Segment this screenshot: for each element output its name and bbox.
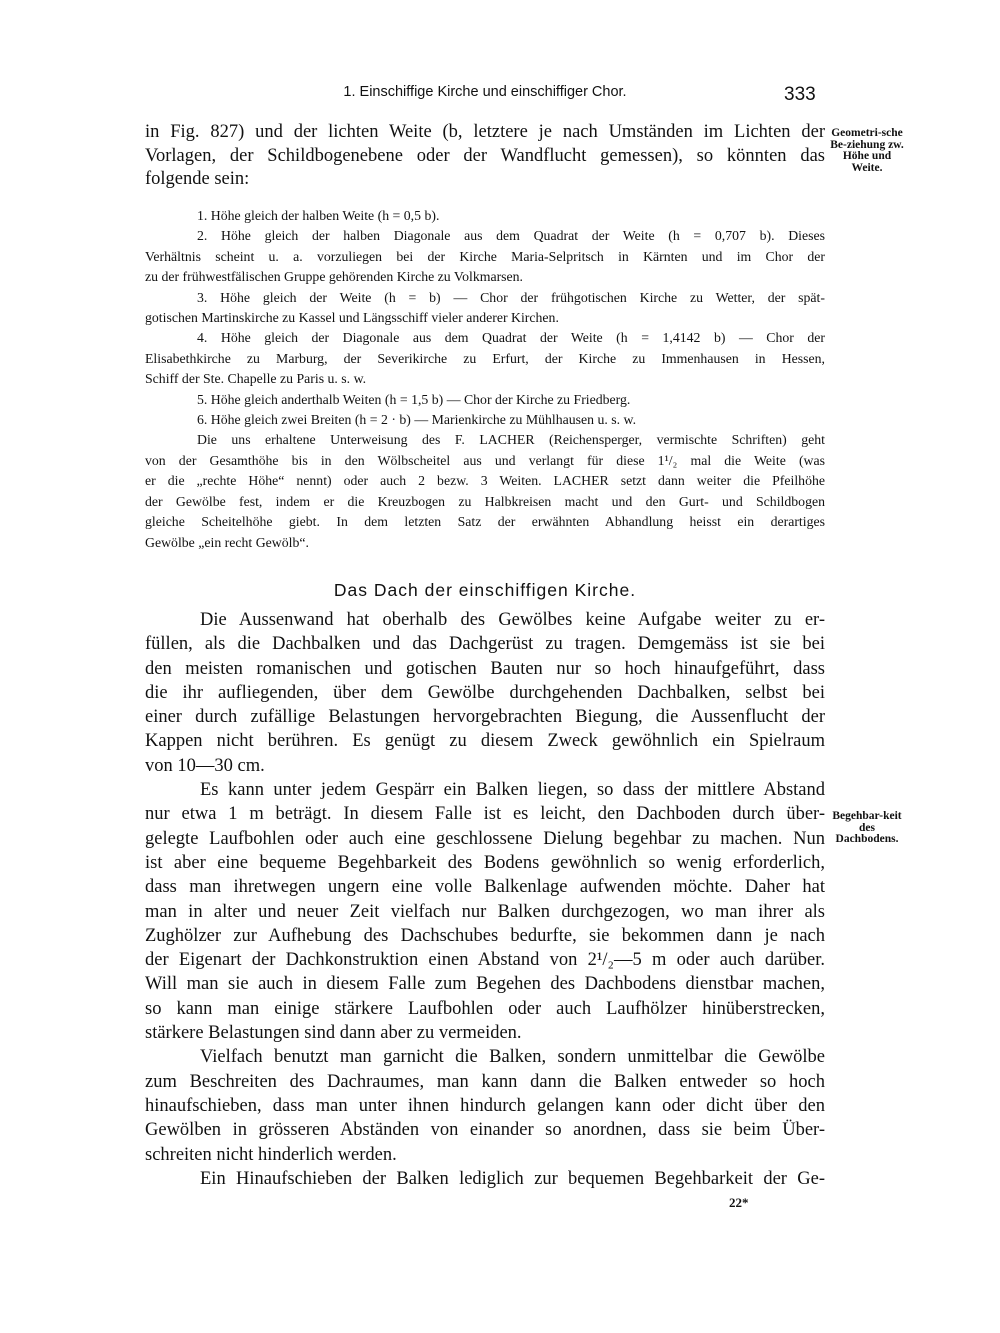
list-item: 1. Höhe gleich der halben Weite (h = 0,5 b). xyxy=(197,208,440,223)
ratio-list xyxy=(145,206,825,553)
running-head xyxy=(145,84,825,101)
text-line: füllen, als die Dachbalken und das Dachgerüst zu tragen. Demgemäss ist sie bei xyxy=(145,634,825,655)
text-line: hinaufschieben, dass man unter ihnen hindurch gelangen kann oder dicht über den xyxy=(145,1095,825,1116)
text-line: von 10—30 cm. xyxy=(145,755,265,776)
margin-note-geometry: Geometri-sche Be-ziehung zw. Höhe und Weite. xyxy=(830,127,904,174)
text-line: nur etwa 1 m beträgt. In diesem Falle ist es leicht, den Dachboden durch über- xyxy=(145,804,825,825)
text-line: Zughölzer zur Aufhebung des Dachschubes bedurfte, sie bekommen dann je nach xyxy=(145,925,825,946)
body-text xyxy=(145,608,825,1191)
text-line: schreiten nicht hinderlich werden. xyxy=(145,1144,397,1165)
text-line: Die Aussenwand hat oberhalb des Gewölbes keine Aufgabe weiter zu er- xyxy=(200,610,825,630)
text-line: Kappen nicht berühren. Es genügt zu diesem Zweck gewöhnlich ein Spielraum xyxy=(145,731,825,752)
list-item: 3. Höhe gleich der Weite (h = b) — Chor der frühgotischen Kirche zu Wetter, der spät- xyxy=(197,289,825,305)
section-heading: Das Dach der einschiffigen Kirche. xyxy=(333,580,637,600)
text-line: gotischen Martinskirche zu Kassel und Längsschiff vieler anderer Kirchen. xyxy=(145,310,559,326)
running-title: 1. Einschiffige Kirche und einschiffiger Chor. xyxy=(343,84,627,100)
text-line: der Eigenart der Dachkonstruktion einen Abstand von 2¹/₂—5 m oder auch darüber. xyxy=(145,950,825,971)
text-line: einer durch zufällige Belastungen hervorgebrachten Biegung, die Aussenflucht der xyxy=(145,707,825,728)
text-line: von der Gesamthöhe bis in den Wölbscheitel aus und verlangt für diese 1¹/₂ mal die Weite (was xyxy=(145,452,825,468)
text-line: man in alter und neuer Zeit vielfach nur Balken durchgezogen, wo man ihrer als xyxy=(145,901,825,922)
text-line: der Gewölbe fest, indem er die Kreuzbogen zu Halbkreisen macht und den Gurt- und Schildbogen xyxy=(145,493,825,509)
text-line: so kann man einige stärkere Laufbohlen oder auch Laufhölzer hinüberstrecken, xyxy=(145,998,825,1019)
text-line: Verhältnis scheint u. a. vorzuliegen bei der Kirche Maria-Selpritsch in Kärnten und im Chor der xyxy=(145,248,825,264)
text-line: gleiche Scheitelhöhe giebt. In dem letzten Satz der erwähnten Abhandlung heisst ein derartiges xyxy=(145,514,825,530)
text-line: dass man ihretwegen ungern eine volle Balkenlage aufwenden möchte. Daher hat xyxy=(145,877,825,898)
text-line: stärkere Belastungen sind dann aber zu vermeiden. xyxy=(145,1023,522,1044)
text-line: Die uns erhaltene Unterweisung des F. LACHER (Reichensperger, vermischte Schriften) geht xyxy=(197,432,825,448)
intro-paragraph xyxy=(145,121,825,192)
text-line: gelegte Laufbohlen oder auch eine geschlossene Dielung begehbar zu machen. Nun xyxy=(145,828,825,849)
list-item: 2. Höhe gleich der halben Diagonale aus dem Quadrat der Weite (h = 0,707 b). Dieses xyxy=(197,228,825,244)
text-line: folgende sein: xyxy=(145,169,250,189)
text-line: Will man sie auch in diesem Falle zum Begehen des Dachbodens dienstbar machen, xyxy=(145,974,825,995)
text-line: zum Beschreiten des Dachraumes, man kann dann die Balken entweder so hoch xyxy=(145,1071,825,1092)
text-line: Vorlagen, der Schildbogenebene oder der Wandflucht gemessen), so könnten das xyxy=(145,145,825,166)
text-line: zu der frühwestfälischen Gruppe gehörenden Kirche zu Volkmarsen. xyxy=(145,269,524,285)
text-line: den meisten romanischen und gotischen Bauten nur so hoch hinaufgeführt, dass xyxy=(145,658,825,679)
text-line: in Fig. 827) und der lichten Weite (b, letztere je nach Umständen im Lichten der xyxy=(145,122,825,142)
list-item: 5. Höhe gleich anderthalb Weiten (h = 1,5 b) — Chor der Kirche zu Friedberg. xyxy=(197,391,631,407)
text-line: Gewölben in grösseren Abständen von einander so anordnen, dass sie beim Über- xyxy=(145,1120,825,1141)
text-line: ist aber eine bequeme Begehbarkeit des Bodens gewöhnlich so wenig erforderlich, xyxy=(145,852,825,873)
list-item: 6. Höhe gleich zwei Breiten (h = 2 · b) — Marienkirche zu Mühlhausen u. s. w. xyxy=(197,412,637,428)
page-number: 333 xyxy=(784,84,816,105)
margin-note-attic: Begehbar-keit des Dachbodens. xyxy=(832,810,902,845)
text-line: Vielfach benutzt man garnicht die Balken, sondern unmittelbar die Gewölbe xyxy=(200,1047,825,1068)
text-line: Schiff der Ste. Chapelle zu Paris u. s. w. xyxy=(145,371,367,387)
list-item: 4. Höhe gleich der Diagonale aus dem Quadrat der Weite (h = 1,4142 b) — Chor der xyxy=(197,330,825,346)
text-line: Elisabethkirche zu Marburg, der Severikirche zu Erfurt, der Kirche zu Immenhausen in Hessen, xyxy=(145,350,825,366)
text-line: Gewölbe „ein recht Gewölb“. xyxy=(145,534,309,550)
text-line: Es kann unter jedem Gespärr ein Balken liegen, so dass der mittlere Abstand xyxy=(200,780,825,801)
text-line: er die „rechte Höhe“ nennt) oder auch 2 bezw. 3 Weiten. LACHER setzt dann weiter die Pfeilhöhe xyxy=(145,473,825,489)
text-line: Ein Hinaufschieben der Balken lediglich zur bequemen Begehbarkeit der Ge- xyxy=(200,1168,825,1189)
text-line: die ihr aufliegenden, über dem Gewölbe durchgehenden Dachbalken, selbst bei xyxy=(145,682,825,703)
signature-mark: 22* xyxy=(729,1195,749,1210)
